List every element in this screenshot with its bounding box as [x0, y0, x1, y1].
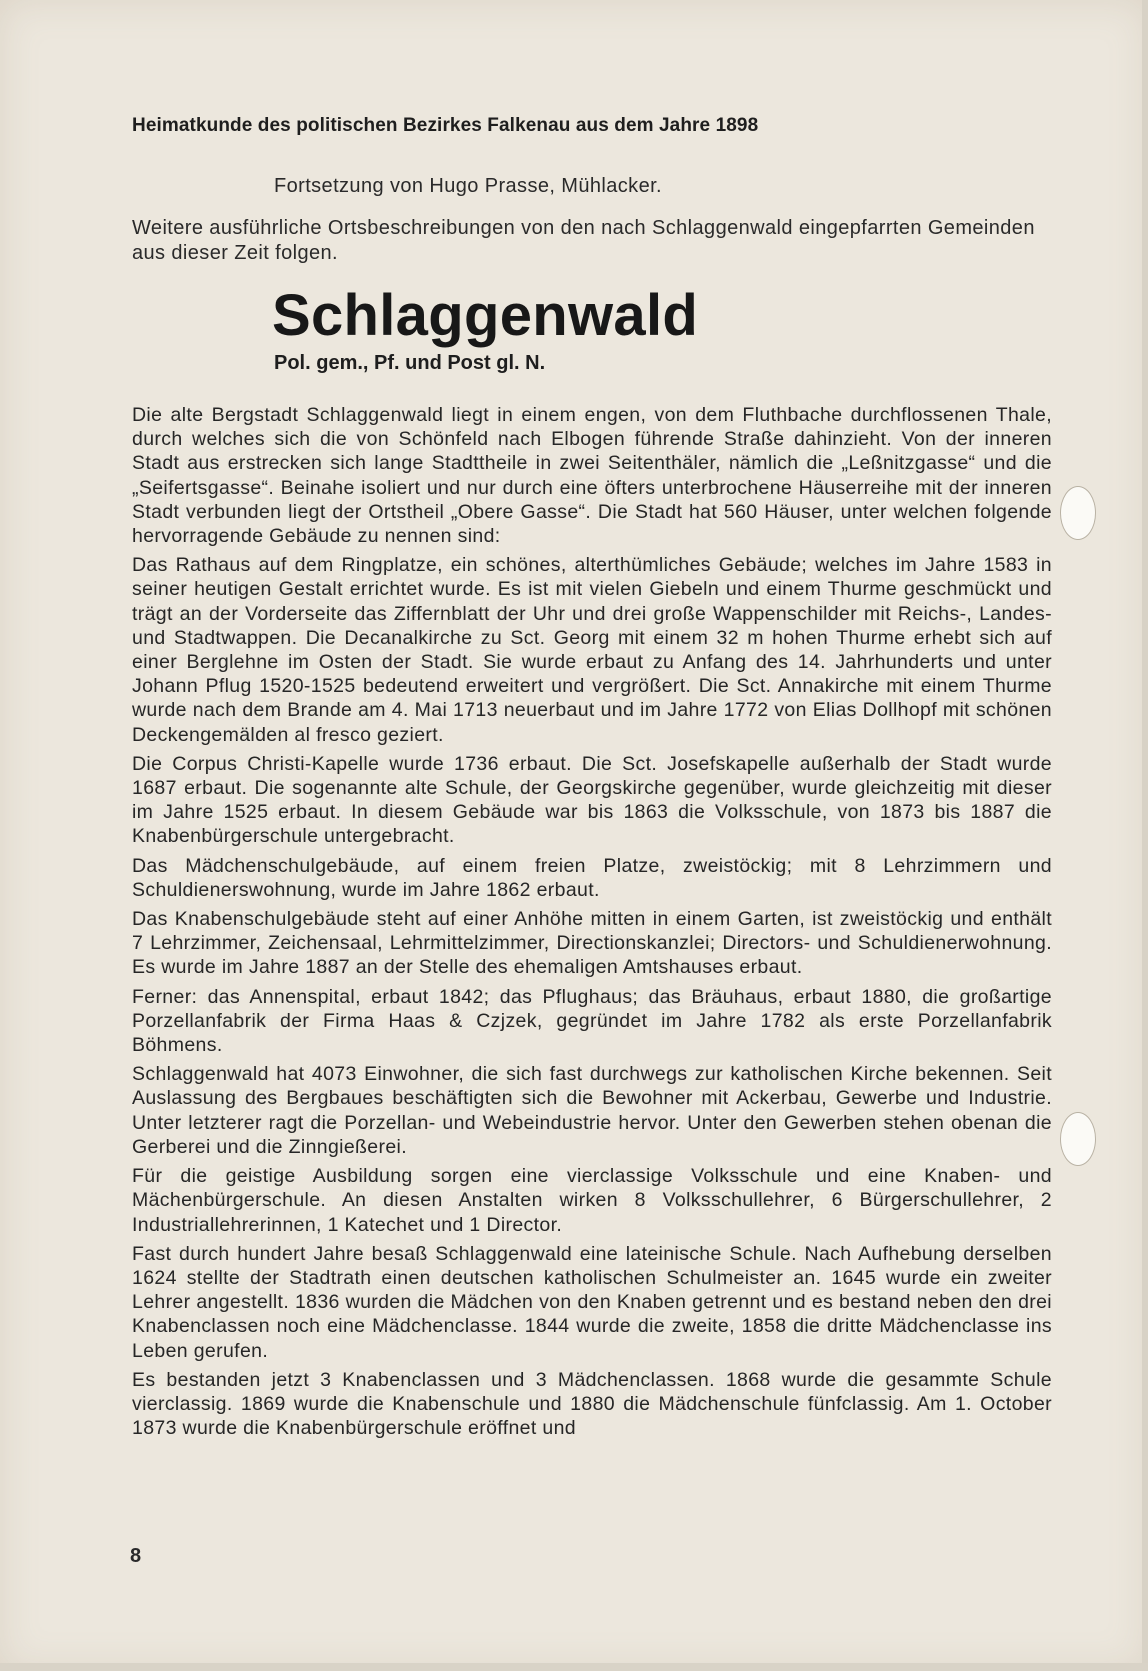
page-header: Heimatkunde des politischen Bezirkes Falkenau aus dem Jahre 1898 [132, 115, 759, 136]
paragraph: Es bestanden jetzt 3 Knabenclassen und 3 Mädchenclassen. 1868 wurde die gesammte Schule vierclassig. 1869 wurde die Knabenschule und 1880 die Mädchenschule fünfclassig. Am 1. October 1873 wurde die Knabenbürgerschule eröffnet und [132, 1368, 1052, 1440]
paragraph: Die Corpus Christi-Kapelle wurde 1736 erbaut. Die Sct. Josefskapelle außerhalb der Stadt wurde 1687 erbaut. Die sogenannte alte Schule, der Georgskirche gegenüber, wurde gleichzeitig mit dieser im Jahre 1525 erbaut. In diesem Gebäude war bis 1863 die Volksschule, von 1873 bis 1887 die Knabenbürgerschule untergebracht. [132, 752, 1052, 848]
article-body [132, 403, 1052, 1445]
paragraph: Das Rathaus auf dem Ringplatze, ein schönes, alterthümliches Gebäude; welches im Jahre 1583 in seiner heutigen Gestalt errichtet wurde. Es ist mit vielen Giebeln und einem Thurme geschmückt und trägt an der Vorderseite das Ziffernblatt der Uhr und drei große Wappenschilder mit Reichs-, Landes- und Stadtwappen. Die Decanalkirche zu Sct. Georg mit einem 32 m hohen Thurme erhebt sich auf einer Berglehne im Osten der Stadt. Sie wurde erbaut zu Anfang des 14. Jahrhunderts und unter Johann Pflug 1520-1525 bedeutend erweitert und vergrößert. Die Sct. Annakirche mit einem Thurme wurde nach dem Brande am 4. Mai 1713 neuerbaut und im Jahre 1772 von Elias Dollhopf mit schönen Deckengemälden al fresco geziert. [132, 554, 1052, 746]
punch-hole [1060, 486, 1096, 540]
intro-text: Weitere ausführliche Ortsbeschreibungen von den nach Schlaggenwald eingepfarrten Gemeinden aus dieser Zeit folgen. [132, 217, 1035, 264]
paragraph: Schlaggenwald hat 4073 Einwohner, die sich fast durchwegs zur katholischen Kirche bekennen. Seit Auslassung des Bergbaues beschäftigten sich die Bewohner mit Ackerbau, Gewerbe und Industrie. Unter letzterer ragt die Porzellan- und Webeindustrie hervor. Unter den Gewerben stehen obenan die Gerberei und die Zinngießerei. [132, 1063, 1052, 1158]
paragraph: Das Mädchenschulgebäude, auf einem freien Platze, zweistöckig; mit 8 Lehrzimmern und Schuldienerswohnung, wurde im Jahre 1862 erbaut. [132, 854, 1052, 901]
paragraph: Fast durch hundert Jahre besaß Schlaggenwald eine lateinische Schule. Nach Aufhebung derselben 1624 stellte der Stadtrath einen deutschen katholischen Schulmeister an. 1645 wurde ein zweiter Lehrer angestellt. 1836 wurden die Mädchen von den Knaben getrennt und es bestand neben den drei Knabenclassen noch eine Mädchenclasse. 1844 wurde die zweite, 1858 die dritte Mädchenclasse ins Leben gerufen. [132, 1242, 1052, 1362]
continuation-note: Fortsetzung von Hugo Prasse, Mühlacker. [274, 175, 663, 197]
paragraph: Die alte Bergstadt Schlaggenwald liegt in einem engen, von dem Fluthbache durchflossenen Thale, durch welches sich die von Schönfeld nach Elbogen führende Straße dahinzieht. Von der inneren Stadt aus erstrecken sich lange Stadttheile in zwei Seitenthäler, nämlich die „Leßnitzgasse“ und die „Seifertsgasse“. Beinahe isoliert und nur durch eine öfters unterbrochene Häuserreihe mit der inneren Stadt verbunden liegt der Ortstheil „Obere Gasse“. Die Stadt hat 560 Häuser, unter welchen folgende hervorragende Gebäude zu nennen sind: [132, 404, 1052, 548]
article-subtitle: Pol. gem., Pf. und Post gl. N. [274, 352, 546, 374]
page-number: 8 [130, 1545, 142, 1567]
article-title: Schlaggenwald [272, 283, 699, 348]
page-edge [1142, 0, 1148, 1671]
punch-hole [1060, 1112, 1096, 1166]
page-edge-bottom [0, 1663, 1148, 1671]
paragraph: Für die geistige Ausbildung sorgen eine vierclassige Volksschule und eine Knaben- und Mächenbürgerschule. An diesen Anstalten wirken 8 Volksschullehrer, 6 Bürgerschullehrer, 2 Industriallehrerinnen, 1 Katechet und 1 Director. [132, 1165, 1052, 1236]
paragraph: Das Knabenschulgebäude steht auf einer Anhöhe mitten in einem Garten, ist zweistöckig und enthält 7 Lehrzimmer, Zeichensaal, Lehrmittelzimmer, Directionskanzlei; Directors- und Schuldienerwohnung. Es wurde im Jahre 1887 an der Stelle des ehemaligen Amtshauses erbaut. [132, 908, 1052, 979]
paragraph: Ferner: das Annenspital, erbaut 1842; das Pflughaus; das Bräuhaus, erbaut 1880, die großartige Porzellanfabrik der Firma Haas & Czjzek, gegründet im Jahre 1782 als erste Porzellanfabrik Böhmens. [132, 985, 1052, 1057]
